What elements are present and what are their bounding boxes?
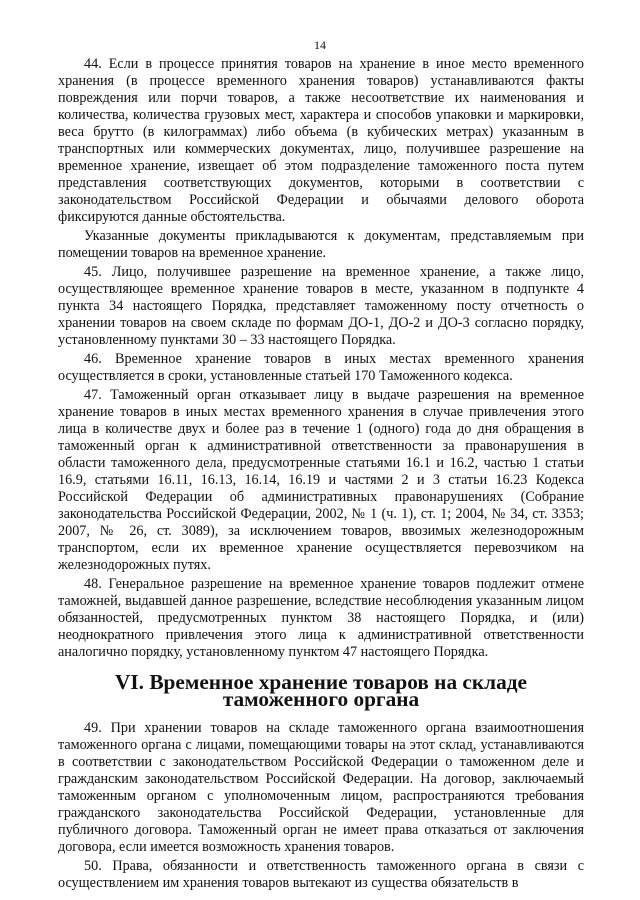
- document-body: [58, 56, 584, 892]
- paragraph-45: 45. Лицо, получившее разрешение на временное хранение, а также лицо, осуществляющее временное хранение товаров в месте, указанном в подпункте 4 пункта 34 настоящего Порядка, представляет таможенному посту отчетность о хранении товаров на своем складе по формам ДО-1, ДО-2 и ДО-3 согласно порядку, установленному пунктами 30 – 33 настоящего Порядка.: [58, 264, 584, 348]
- paragraph-49: 49. При хранении товаров на складе таможенного органа взаимоотношения таможенного органа с лицами, помещающими товары на этот склад, устанавливаются в соответствии с законодательством Российской Федерации о таможенном деле и гражданским законодательством Российской Федерации. На договор, заключаемый таможенным органом с уполномоченным лицом, распространяются требования гражданского законодательства Российской Федерации, установленные для публичного договора. Таможенный орган не имеет права отказаться от заключения договора, если имеется возможность хранения товаров.: [58, 720, 584, 855]
- paragraph-50: 50. Права, обязанности и ответственность таможенного органа в связи с осуществлением им хранения товаров вытекают из существа обязательств в: [58, 858, 584, 891]
- paragraph-47: 47. Таможенный орган отказывает лицу в выдаче разрешения на временное хранение товаров в иных местах временного хранения в случае привлечения этого лица в количестве двух и более раз в течение 1 (одного) года до дня обращения в таможенный орган к административной ответственности за правонарушения в области таможенного дела, предусмотренные статьями 16.1 и 16.2, частью 1 статьи 16.9, статьями 16.11, 16.13, 16.14, 16.19 и частями 2 и 3 статьи 16.23 Кодекса Российской Федерации об административных правонарушениях (Собрание законодательства Российской Федерации, 2002, № 1 (ч. 1), ст. 1; 2004, № 34, ст. 3353; 2007, № 26, ст. 3089), за исключением товаров, ввозимых железнодорожным транспортом, если их временное хранение осуществляется перевозчиком на железнодорожных путях.: [58, 387, 584, 573]
- paragraph-46: 46. Временное хранение товаров в иных местах временного хранения осуществляется в сроки, установленные статьей 170 Таможенного кодекса.: [58, 351, 584, 384]
- paragraph-48: 48. Генеральное разрешение на временное хранение товаров подлежит отмене таможней, выдавшей данное разрешение, вследствие несоблюдения указанным лицом обязанностей, предусмотренных пунктом 38 настоящего Порядка, и (или) неоднократного привлечения этого лица к административной ответственности аналогично порядку, установленному пунктом 47 настоящего Порядка.: [58, 576, 584, 660]
- paragraph-44: 44. Если в процессе принятия товаров на хранение в иное место временного хранения (в процессе временного хранения товаров) устанавливаются факты повреждения или порчи товаров, а также несоответствие их наименования и количества, количества грузовых мест, характера и способов упаковки и маркировки, веса брутто (в килограммах) либо объема (в кубических метрах) указанным в транспортных или коммерческих документах, лицо, получившее разрешение на временное хранение, извещает об этом подразделение таможенного поста путем представления соответствующих документов, которыми в соответствии с законодательством Российской Федерации и обычаями делового оборота фиксируются данные обстоятельства.: [58, 56, 584, 225]
- paragraph-44-attachments: Указанные документы прикладываются к документам, представляемым при помещении товаров на временное хранение.: [58, 228, 584, 261]
- page-number: 14: [314, 38, 326, 52]
- section-title: VI. Временное хранение товаров на складе таможенного органа: [115, 670, 527, 711]
